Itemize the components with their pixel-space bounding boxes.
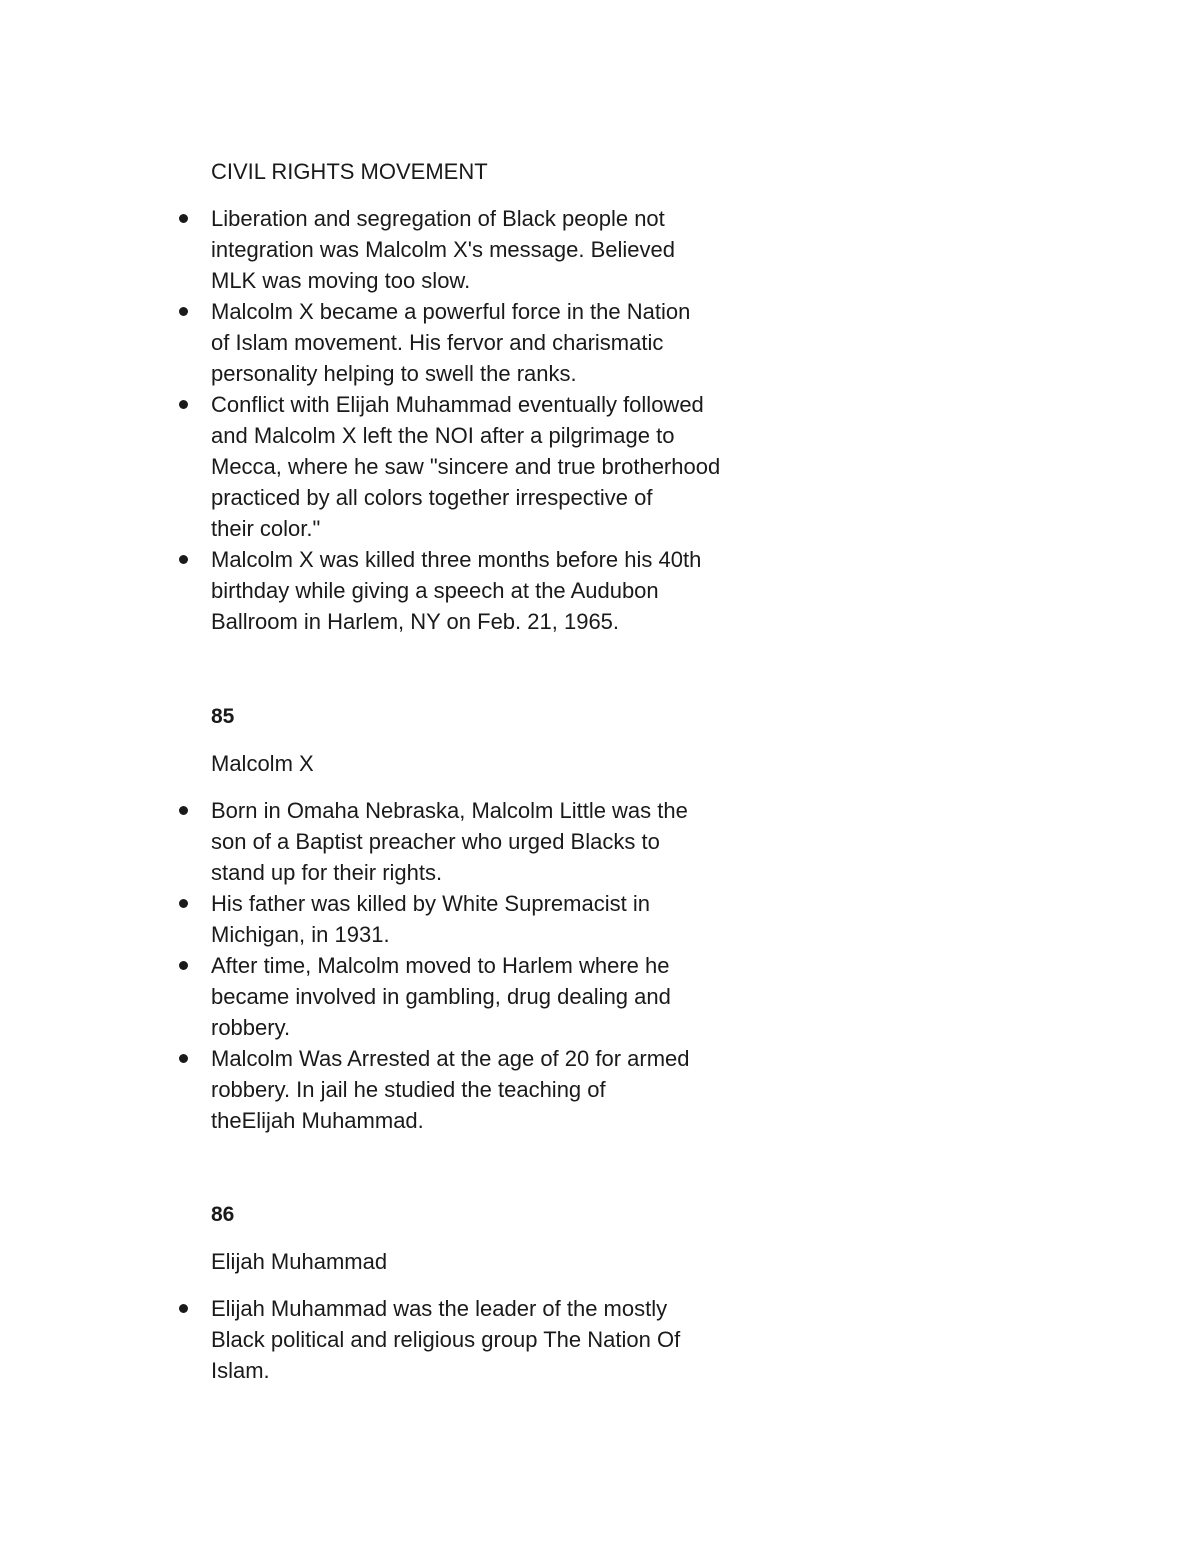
list-item-text: Malcolm Was Arrested at the age of 20 for armed robbery. In jail he studied the teaching of theElijah Muhammad. [211, 1046, 690, 1133]
list-item [211, 795, 791, 888]
section-title: CIVIL RIGHTS MOVEMENT [211, 159, 488, 184]
bullet-list [211, 795, 791, 1136]
section-civil-rights [211, 156, 791, 637]
list-item-text: Conflict with Elijah Muhammad eventually followed and Malcolm X left the NOI after a pilgrimage to Mecca, where he saw "sincere and true brotherhood practiced by all colors together irrespective of their color." [211, 392, 721, 541]
list-item-text: Malcolm X became a powerful force in the Nation of Islam movement. His fervor and charismatic personality helping to swell the ranks. [211, 299, 691, 386]
list-item [211, 296, 791, 389]
bullet-icon [179, 961, 188, 970]
bullet-icon [179, 555, 188, 564]
bullet-icon [179, 214, 188, 223]
bullet-icon [179, 806, 188, 815]
list-item [211, 888, 791, 950]
list-item-text: After time, Malcolm moved to Harlem where he became involved in gambling, drug dealing and robbery. [211, 953, 671, 1040]
list-item-text: His father was killed by White Supremacist in Michigan, in 1931. [211, 891, 650, 947]
bullet-list [211, 1293, 791, 1386]
list-item [211, 950, 791, 1043]
list-item [211, 1043, 791, 1136]
list-item-text: Born in Omaha Nebraska, Malcolm Little was the son of a Baptist preacher who urged Blacks to stand up for their rights. [211, 798, 688, 885]
bullet-icon [179, 400, 188, 409]
section-title: Elijah Muhammad [211, 1249, 388, 1274]
bullet-list [211, 203, 791, 637]
list-item [211, 1293, 791, 1386]
bullet-icon [179, 899, 188, 908]
section-number: 86 [211, 1203, 235, 1226]
list-item-text: Malcolm X was killed three months before his 40th birthday while giving a speech at the Audubon Ballroom in Harlem, NY on Feb. 21, 1965. [211, 547, 702, 634]
list-item-text: Elijah Muhammad was the leader of the mostly Black political and religious group The Nation Of Islam. [211, 1296, 681, 1383]
list-item [211, 203, 791, 296]
section-elijah-muhammad [211, 1199, 791, 1386]
list-item [211, 389, 791, 544]
list-item-text: Liberation and segregation of Black people not integration was Malcolm X's message. Believed MLK was moving too slow. [211, 206, 675, 293]
section-malcolm-x [211, 701, 791, 1136]
bullet-icon [179, 307, 188, 316]
bullet-icon [179, 1054, 188, 1063]
list-item [211, 544, 791, 637]
section-number: 85 [211, 705, 235, 728]
bullet-icon [179, 1304, 188, 1313]
section-title: Malcolm X [211, 751, 314, 776]
